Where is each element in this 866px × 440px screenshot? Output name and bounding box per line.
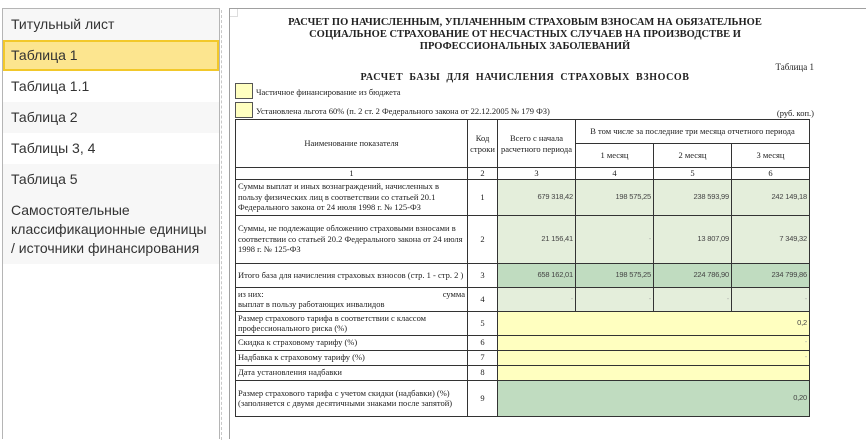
row-total-cell[interactable]: 658 162,01 [498, 263, 576, 287]
sidebar-item-title-page[interactable]: Титульный лист [3, 9, 219, 40]
row-code: 9 [468, 380, 498, 416]
row-month-2-cell[interactable]: 238 593,99 [654, 179, 732, 215]
row-name: Размер страхового тарифа с учетом скидки (надбавки) (%) (заполняется с двумя десятичными знаками после запятой) [236, 380, 468, 416]
sidebar-nav [2, 8, 220, 439]
row-code: 4 [468, 287, 498, 311]
header-last-three-months: В том числе за последние три месяца отчетного периода [576, 120, 810, 144]
row-total-cell[interactable]: 21 156,41 [498, 215, 576, 263]
document-panel [229, 8, 866, 439]
benefit-60-label: Установлена льгота 60% (п. 2 ст. 2 Федерального закона от 22.12.2005 № 179 ФЗ) [256, 106, 550, 116]
col-num: 6 [732, 168, 810, 180]
row-month-1-cell[interactable]: - [576, 287, 654, 311]
col-num: 5 [654, 168, 732, 180]
row-code: 6 [468, 335, 498, 350]
row-total-cell[interactable]: 679 318,42 [498, 179, 576, 215]
surcharge-date-field[interactable] [498, 365, 810, 380]
row-month-2-cell[interactable]: 224 786,90 [654, 263, 732, 287]
col-num: 4 [576, 168, 654, 180]
row-code: 7 [468, 350, 498, 365]
tariff-surcharge-field[interactable]: - [498, 350, 810, 365]
col-num: 1 [236, 168, 468, 180]
row-code: 8 [468, 365, 498, 380]
budget-financing-label: Частичное финансирование из бюджета [256, 87, 401, 97]
row-code: 3 [468, 263, 498, 287]
header-name: Наименование показателя [236, 120, 468, 168]
row-code: 1 [468, 179, 498, 215]
row-name: Размер страхового тарифа в соответствии с классом профессионального риска (%) [236, 311, 468, 335]
row-name: Скидка к страховому тарифу (%) [236, 335, 468, 350]
row-name [236, 287, 468, 311]
sidebar-item-classification-units[interactable]: Самостоятельные классификационные единицы / источники финансирования [3, 195, 219, 264]
sidebar-item-table-1-1[interactable]: Таблица 1.1 [3, 71, 219, 102]
col-num: 2 [468, 168, 498, 180]
row-name: Суммы, не подлежащие обложению страховыми взносами в соответствии со статьей 20.2 Федерального закона от 24 июля 1998 г. № 125-ФЗ [236, 215, 468, 263]
title-line-3: ПРОФЕССИОНАЛЬНЫХ ЗАБОЛЕВАНИЙ [419, 41, 631, 52]
table-row [236, 380, 810, 416]
row-code: 2 [468, 215, 498, 263]
row-month-3-cell[interactable]: 7 349,32 [732, 215, 810, 263]
row-month-2-cell[interactable]: - [654, 287, 732, 311]
table-row [236, 311, 810, 335]
benefit-60-checkbox[interactable] [235, 102, 253, 118]
panel-corner [230, 9, 238, 17]
row-name: Суммы выплат и иных вознаграждений, начисленных в пользу физических лиц в соответствии со статьей 20.1 Федерального закона от 24 июля 1998 г. № 125-ФЗ [236, 179, 468, 215]
row-name: Надбавка к страховому тарифу (%) [236, 350, 468, 365]
row-name-part: выплат в пользу работающих инвалидов [238, 299, 385, 309]
header-code: Код строки [468, 120, 498, 168]
tariff-discount-field[interactable]: - [498, 335, 810, 350]
title-line-1: РАСЧЕТ ПО НАЧИСЛЕННЫМ, УПЛАЧЕННЫМ СТРАХОВЫМ ВЗНОСАМ НА ОБЯЗАТЕЛЬНОЕ [288, 17, 762, 28]
sidebar-item-table-5[interactable]: Таблица 5 [3, 164, 219, 195]
sidebar-item-tables-3-4[interactable]: Таблицы 3, 4 [3, 133, 219, 164]
row-month-3-cell[interactable]: - [732, 287, 810, 311]
header-month-1: 1 месяц [576, 144, 654, 168]
table-row [236, 365, 810, 380]
row-name-part: из них: [238, 288, 264, 299]
row-month-1-cell[interactable]: 198 575,25 [576, 263, 654, 287]
units-label: (руб. коп.) [776, 108, 814, 118]
row-total-cell[interactable]: - [498, 287, 576, 311]
row-code: 5 [468, 311, 498, 335]
table-row [236, 179, 810, 215]
title-line-2: СОЦИАЛЬНОЕ СТРАХОВАНИЕ ОТ НЕСЧАСТНЫХ СЛУЧАЕВ НА ПРОИЗВОДСТВЕ И [309, 29, 741, 40]
row-month-3-cell[interactable]: 242 149,18 [732, 179, 810, 215]
report-title [270, 17, 780, 53]
sidebar-item-table-2[interactable]: Таблица 2 [3, 102, 219, 133]
panel-splitter[interactable] [221, 10, 222, 440]
header-total: Всего с начала расчетного периода [498, 120, 576, 168]
header-month-2: 2 месяц [654, 144, 732, 168]
row-name: Итого база для начисления страховых взносов (стр. 1 - стр. 2 ) [236, 263, 468, 287]
table-number: Таблица 1 [775, 62, 814, 72]
final-tariff-field[interactable]: 0,20 [498, 380, 810, 416]
table-row [236, 335, 810, 350]
table-row [236, 287, 810, 311]
table-subtitle: РАСЧЕТ БАЗЫ ДЛЯ НАЧИСЛЕНИЯ СТРАХОВЫХ ВЗНОСОВ [360, 72, 690, 83]
header-month-3: 3 месяц [732, 144, 810, 168]
row-month-2-cell[interactable]: 13 807,09 [654, 215, 732, 263]
table-row [236, 215, 810, 263]
base-calculation-table [235, 119, 810, 417]
row-name: Дата установления надбавки [236, 365, 468, 380]
row-month-1-cell[interactable]: 198 575,25 [576, 179, 654, 215]
budget-financing-checkbox[interactable] [235, 83, 253, 99]
sidebar-item-table-1[interactable]: Таблица 1 [3, 40, 219, 71]
tariff-rate-field[interactable]: 0,2 [498, 311, 810, 335]
table-row [236, 350, 810, 365]
table-row [236, 263, 810, 287]
row-name-part: сумма [442, 288, 465, 299]
row-month-3-cell[interactable]: 234 799,86 [732, 263, 810, 287]
col-num: 3 [498, 168, 576, 180]
row-month-1-cell[interactable]: - [576, 215, 654, 263]
